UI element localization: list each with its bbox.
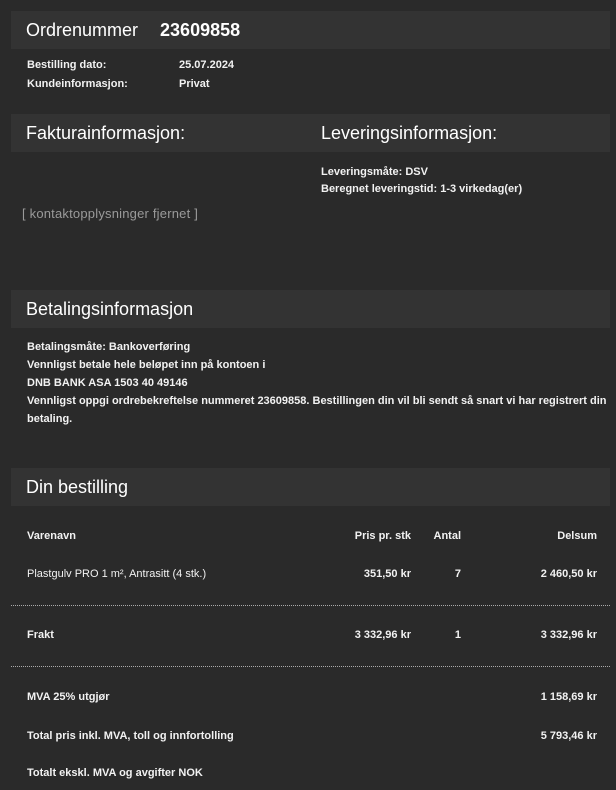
column-price: Pris pr. stk [354, 530, 411, 542]
payment-header [11, 290, 610, 328]
cart-header [11, 468, 610, 506]
row-divider [11, 605, 610, 606]
order-number-label: Ordrenummer [26, 19, 139, 40]
order-header [11, 11, 610, 49]
column-qty: Antal [433, 530, 461, 542]
row-qty: 7 [454, 568, 461, 580]
delivery-time: Beregnet leveringstid: 1-3 virkedag(er) [321, 183, 523, 195]
row-price: 351,50 kr [363, 568, 411, 580]
payment-heading: Betalingsinformasjon [26, 298, 194, 319]
customer-info-label: Kundeinformasjon: [27, 78, 128, 90]
order-date-value: 25.07.2024 [179, 59, 235, 71]
row-qty: 1 [454, 629, 461, 641]
row-name: Frakt [27, 629, 54, 641]
payment-reference-note-cont: betaling. [27, 413, 73, 425]
delivery-heading: Leveringsinformasjon: [321, 122, 498, 143]
payment-reference-note: Vennligst oppgi ordrebekreftelse nummeret 23609858. Bestillingen din vil bli sendt så snart vi har registrert din [27, 395, 607, 407]
total-excl-label: Totalt ekskl. MVA og avgifter NOK [27, 767, 203, 779]
payment-method: Betalingsmåte: Bankoverføring [27, 341, 191, 353]
row-sum: 2 460,50 kr [540, 568, 597, 580]
customer-info-value: Privat [179, 78, 210, 90]
cart-heading: Din bestilling [26, 476, 129, 497]
vat-label: MVA 25% utgjør [27, 691, 110, 703]
row-price: 3 332,96 kr [354, 629, 411, 641]
column-sum: Delsum [557, 530, 597, 542]
order-number: 23609858 [160, 19, 241, 40]
vat-value: 1 158,69 kr [540, 691, 597, 703]
column-name: Varenavn [27, 530, 76, 542]
total-label: Total pris inkl. MVA, toll og innfortolling [27, 730, 234, 742]
redacted-contact-info: [ kontaktopplysninger fjernet ] [22, 206, 199, 221]
delivery-method: Leveringsmåte: DSV [321, 166, 428, 178]
bank-account: DNB BANK ASA 1503 40 49146 [27, 377, 188, 389]
total-value: 5 793,46 kr [540, 730, 597, 742]
payment-instruction: Vennligst betale hele beløpet inn på kontoen i [27, 359, 266, 371]
invoice-delivery-header [11, 114, 610, 152]
order-date-label: Bestilling dato: [27, 59, 107, 71]
invoice-heading: Fakturainformasjon: [26, 122, 186, 143]
row-divider [11, 666, 610, 667]
row-name: Plastgulv PRO 1 m², Antrasitt (4 stk.) [27, 568, 207, 580]
row-sum: 3 332,96 kr [540, 629, 597, 641]
